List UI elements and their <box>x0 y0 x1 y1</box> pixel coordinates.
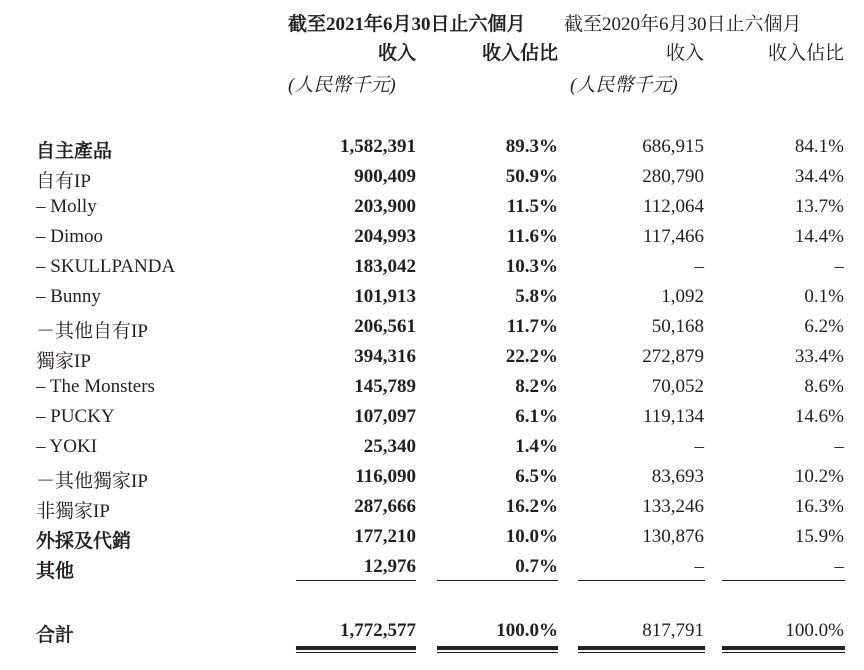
revenue-2021: 177,210 <box>354 526 416 547</box>
revenue-2021: 25,340 <box>363 436 416 457</box>
revenue-2021: 394,316 <box>354 346 416 367</box>
revenue-2021: 287,666 <box>354 496 416 517</box>
subtotal-line <box>722 580 845 581</box>
table-row <box>0 136 864 166</box>
table-row <box>0 226 864 256</box>
share-2020: – <box>834 556 844 577</box>
revenue-2020: 119,134 <box>642 406 704 427</box>
revenue-2020: 686,915 <box>642 136 704 157</box>
total-double-line <box>578 646 705 653</box>
share-2021: 8.2% <box>515 376 558 397</box>
total-revenue-2020: 817,791 <box>642 620 704 641</box>
revenue-2020-header: 收入 <box>665 43 704 64</box>
table-row <box>0 346 864 376</box>
table-row <box>0 526 864 556</box>
revenue-2020: – <box>694 256 704 277</box>
revenue-2021: 204,993 <box>354 226 416 247</box>
share-2021: 5.8% <box>515 286 558 307</box>
revenue-2020: 70,052 <box>651 376 704 397</box>
share-2020: 84.1% <box>794 136 844 157</box>
table-row <box>0 496 864 526</box>
table-row <box>0 316 864 346</box>
share-2020: 16.3% <box>794 496 844 517</box>
unit-2021: (人民幣千元) <box>288 75 396 96</box>
row-label: 獨家IP <box>36 351 91 372</box>
share-2021: 89.3% <box>505 136 558 157</box>
table-row <box>0 166 864 196</box>
row-label: 自有IP <box>36 171 91 192</box>
revenue-2020: – <box>694 556 704 577</box>
row-label: – Bunny <box>36 286 101 307</box>
revenue-2020: 117,466 <box>642 226 704 247</box>
share-2021: 6.1% <box>515 406 558 427</box>
share-2021: 16.2% <box>505 496 558 517</box>
period-2021-header: 截至2021年6月30日止六個月 <box>288 14 526 35</box>
revenue-2021: 206,561 <box>354 316 416 337</box>
revenue-2020: 272,879 <box>642 346 704 367</box>
share-2021: 1.4% <box>515 436 558 457</box>
share-2021: 50.9% <box>505 166 558 187</box>
table-row <box>0 436 864 466</box>
total-share-2021: 100.0% <box>496 620 558 641</box>
revenue-2021: 203,900 <box>354 196 416 217</box>
row-label: – YOKI <box>36 436 98 457</box>
share-2021: 6.5% <box>515 466 558 487</box>
share-2021: 22.2% <box>505 346 558 367</box>
row-label: 外採及代銷 <box>36 531 132 552</box>
revenue-2021: 101,913 <box>354 286 416 307</box>
total-double-line <box>722 646 845 653</box>
row-label: – Dimoo <box>36 226 104 247</box>
row-label: – Molly <box>36 196 97 217</box>
table-row <box>0 376 864 406</box>
revenue-2021: 116,090 <box>355 466 416 487</box>
share-2020: 34.4% <box>794 166 844 187</box>
revenue-2021: 145,789 <box>354 376 416 397</box>
share-2020: 6.2% <box>804 316 844 337</box>
subtotal-line <box>578 580 705 581</box>
share-2021: 11.6% <box>506 226 558 247</box>
share-2020: 14.6% <box>794 406 844 427</box>
total-revenue-2021: 1,772,577 <box>340 620 416 641</box>
row-label: －其他獨家IP <box>36 471 148 492</box>
row-label: －其他自有IP <box>36 321 148 342</box>
revenue-2021: 183,042 <box>354 256 416 277</box>
share-2020: – <box>834 256 844 277</box>
share-2021-header: 收入佔比 <box>481 43 558 64</box>
share-2021: 11.7% <box>506 316 558 337</box>
revenue-2021: 900,409 <box>354 166 416 187</box>
total-double-line <box>296 646 416 653</box>
table-row <box>0 286 864 316</box>
revenue-2020: 83,693 <box>651 466 704 487</box>
subtotal-line <box>437 580 558 581</box>
share-2021: 11.5% <box>506 196 558 217</box>
table-row <box>0 196 864 226</box>
share-2021: 0.7% <box>515 556 558 577</box>
share-2020: 13.7% <box>794 196 844 217</box>
unit-2020: (人民幣千元) <box>570 75 678 96</box>
revenue-2021: 107,097 <box>354 406 416 427</box>
row-label: 非獨家IP <box>36 501 110 522</box>
table-row <box>0 466 864 496</box>
share-2020: 14.4% <box>794 226 844 247</box>
share-2020-header: 收入佔比 <box>767 43 844 64</box>
revenue-2021: 12,976 <box>363 556 416 577</box>
total-double-line <box>437 646 558 653</box>
period-2020-header: 截至2020年6月30日止六個月 <box>564 14 802 35</box>
share-2020: 8.6% <box>804 376 844 397</box>
revenue-2021-header: 收入 <box>377 43 416 64</box>
share-2021: 10.0% <box>505 526 558 547</box>
revenue-2020: 133,246 <box>642 496 704 517</box>
row-label: – PUCKY <box>36 406 115 427</box>
share-2020: 33.4% <box>794 346 844 367</box>
share-2020: – <box>834 436 844 457</box>
table-row <box>0 406 864 436</box>
revenue-2020: 50,168 <box>651 316 704 337</box>
row-label: – SKULLPANDA <box>36 256 176 277</box>
row-label: 自主產品 <box>36 141 113 162</box>
share-2020: 15.9% <box>794 526 844 547</box>
table-row <box>0 256 864 286</box>
revenue-2021: 1,582,391 <box>340 136 416 157</box>
row-label: – The Monsters <box>36 376 155 397</box>
total-label: 合計 <box>36 625 75 646</box>
share-2021: 10.3% <box>505 256 558 277</box>
revenue-2020: 130,876 <box>642 526 704 547</box>
revenue-2020: – <box>694 436 704 457</box>
revenue-2020: 280,790 <box>642 166 704 187</box>
subtotal-line <box>296 580 416 581</box>
share-2020: 0.1% <box>804 286 844 307</box>
revenue-2020: 112,064 <box>642 196 704 217</box>
share-2020: 10.2% <box>794 466 844 487</box>
row-label: 其他 <box>36 561 75 582</box>
total-share-2020: 100.0% <box>785 620 844 641</box>
revenue-2020: 1,092 <box>661 286 704 307</box>
table-row <box>0 556 864 586</box>
